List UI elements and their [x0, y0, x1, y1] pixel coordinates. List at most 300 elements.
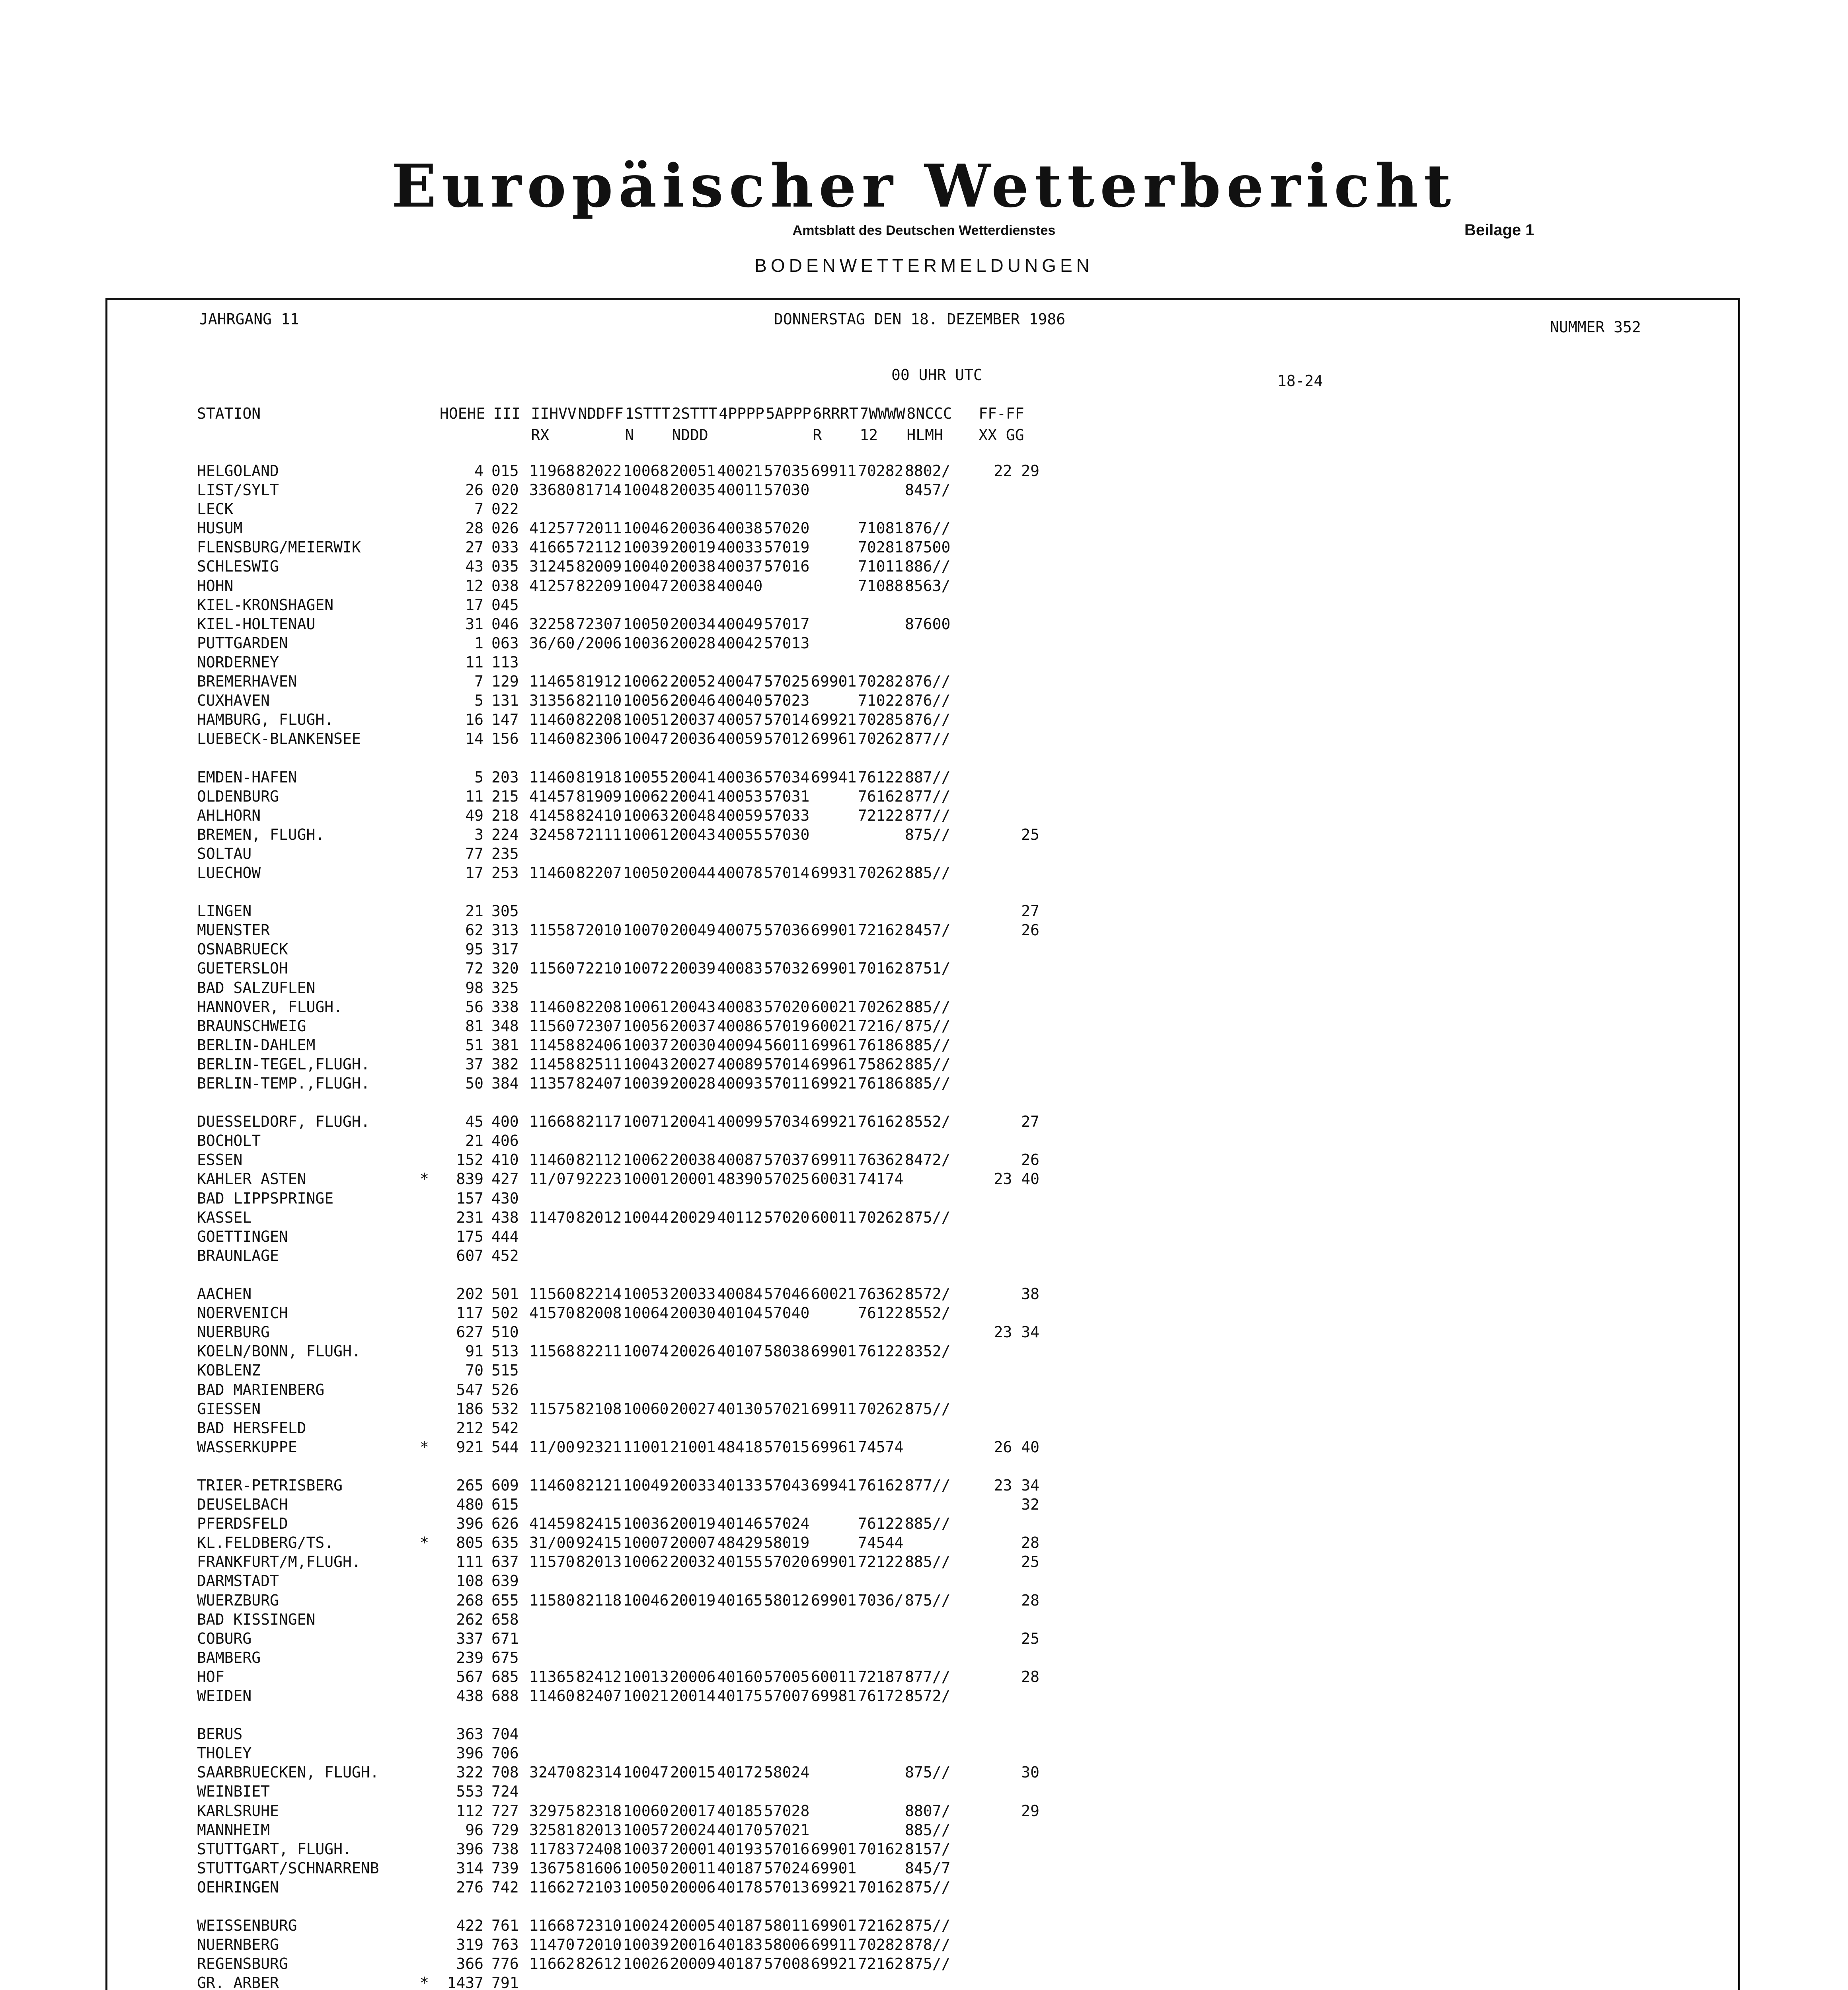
station-c1: 32581 [529, 1821, 575, 1839]
station-c5: 40033 [717, 538, 763, 556]
station-c5: 40059 [717, 806, 763, 824]
station-c6 [764, 1323, 811, 1342]
station-c5: 48429 [717, 1534, 763, 1552]
station-c5: 40155 [717, 1553, 763, 1571]
station-c8: 70162 [858, 1840, 904, 1858]
station-c3: 10021 [623, 1687, 669, 1705]
station-c6: 57020 [764, 998, 810, 1016]
station-c2 [576, 901, 623, 921]
station-name: WEINBIET [197, 1783, 270, 1801]
station-c3: 10062 [623, 673, 669, 691]
station-c6: 57031 [764, 787, 810, 805]
station-c8: 72122 [858, 806, 904, 824]
station-x [952, 576, 1039, 595]
station-iii: 727 [491, 1802, 519, 1820]
station-x [952, 768, 1039, 787]
station-mark [420, 461, 440, 480]
station-row [197, 1036, 1039, 1055]
station-c5 [717, 1189, 764, 1208]
station-c2: 82410 [576, 806, 622, 824]
station-h: 7 [474, 500, 483, 518]
station-c3: 10040 [623, 558, 669, 576]
station-iii: 626 [491, 1515, 519, 1533]
station-name: FLENSBURG/MEIERWIK [197, 538, 361, 556]
station-h: 268 [456, 1591, 483, 1609]
station-mark [420, 634, 440, 653]
station-x: 38 [1021, 1285, 1039, 1303]
station-c8: 76122 [858, 1515, 904, 1533]
station-row [197, 1744, 1039, 1763]
station-c2: 82406 [576, 1036, 622, 1054]
station-c8: 70281 [858, 538, 904, 556]
station-mark [420, 1763, 440, 1782]
station-name: HOF [197, 1668, 224, 1686]
station-mark: * [420, 1534, 429, 1552]
station-c3: 10056 [623, 692, 669, 710]
station-x: 23 40 [994, 1170, 1039, 1188]
station-mark [420, 1878, 440, 1897]
station-c6: 57030 [764, 481, 810, 499]
station-c1: 31/00 [529, 1534, 575, 1552]
station-c4: 20051 [670, 462, 716, 480]
station-c1: 11668 [529, 1113, 575, 1131]
station-x [952, 1935, 1039, 1954]
station-name: BOCHOLT [197, 1132, 261, 1150]
station-mark [420, 1189, 440, 1208]
col-4pppp: 4PPPP [719, 405, 764, 422]
station-mark: * [420, 1438, 429, 1456]
station-x [952, 1725, 1039, 1744]
station-h: 262 [456, 1610, 483, 1628]
station-c6 [764, 844, 811, 863]
station-iii: 147 [491, 711, 519, 729]
station-c6 [764, 1648, 811, 1667]
station-c4: 20043 [670, 998, 716, 1016]
station-name: PUTTGARDEN [197, 634, 288, 652]
station-mark [420, 729, 440, 748]
station-mark [420, 1380, 440, 1399]
station-c1: 11580 [529, 1591, 575, 1609]
station-c3: 10044 [623, 1208, 669, 1226]
station-h: 21 [465, 902, 483, 920]
station-row [197, 978, 1039, 997]
col-8nccc: 8NCCC [906, 405, 952, 422]
station-name: BAD HERSFELD [197, 1419, 306, 1437]
station-iii: 763 [491, 1936, 519, 1954]
station-h: 553 [456, 1783, 483, 1801]
station-c2: 82013 [576, 1553, 622, 1571]
station-name: MANNHEIM [197, 1821, 270, 1839]
station-c3: 11001 [623, 1438, 669, 1456]
station-h: 921 [456, 1438, 483, 1456]
station-c4: 20041 [670, 787, 716, 805]
station-c6: 57033 [764, 806, 810, 824]
station-c8: 74544 [858, 1534, 904, 1552]
col-ff-ff: FF-FF [979, 405, 1024, 422]
station-mark [420, 710, 440, 729]
station-mark [420, 672, 440, 691]
station-c7 [811, 1514, 858, 1533]
station-row [197, 1571, 1039, 1590]
station-h: 27 [465, 538, 483, 556]
station-c8 [858, 1131, 905, 1150]
station-c6 [764, 1629, 811, 1648]
station-row [197, 1380, 1039, 1399]
station-c4 [670, 940, 717, 959]
station-c2: 82314 [576, 1764, 622, 1781]
col-nddff: NDDFF [578, 405, 624, 422]
station-x: 23 34 [994, 1476, 1039, 1494]
station-c7 [811, 1801, 858, 1820]
station-c7: 69911 [811, 1400, 857, 1418]
station-iii: 671 [491, 1629, 519, 1647]
station-c5: 40047 [717, 673, 763, 691]
station-c2: 81918 [576, 768, 622, 786]
station-c2: 82612 [576, 1955, 622, 1973]
station-c6 [764, 1380, 811, 1399]
station-iii: 325 [491, 979, 519, 997]
station-c1: 11460 [529, 998, 575, 1016]
station-mark [420, 538, 440, 557]
station-name: EMDEN-HAFEN [197, 768, 297, 786]
station-x [952, 1189, 1039, 1208]
station-c1: 41457 [529, 787, 575, 805]
station-c8 [858, 978, 905, 997]
station-x: 30 [1021, 1764, 1039, 1781]
station-c4: 20030 [670, 1304, 716, 1322]
station-name: OLDENBURG [197, 787, 279, 805]
station-c9 [905, 901, 952, 921]
station-c5: 40049 [717, 615, 763, 633]
station-c4 [670, 1495, 717, 1514]
station-c2: 82412 [576, 1668, 622, 1686]
station-c4: 20014 [670, 1687, 716, 1705]
station-name: NUERBURG [197, 1323, 270, 1341]
station-c1: 31245 [529, 558, 575, 576]
station-c2 [576, 940, 623, 959]
issue-number: NUMMER 352 [1550, 318, 1641, 336]
station-h: 96 [465, 1821, 483, 1839]
station-h: 5 [474, 768, 483, 786]
station-c3: 10047 [623, 730, 669, 748]
station-c8: 70282 [858, 673, 904, 691]
station-iii: 218 [491, 806, 519, 824]
station-c9: 877// [905, 1668, 951, 1686]
station-name: COBURG [197, 1629, 252, 1647]
station-c8 [858, 1189, 905, 1208]
station-c1: 11460 [529, 864, 575, 882]
station-c7 [811, 691, 858, 710]
station-c1: 41570 [529, 1304, 575, 1322]
station-c5 [717, 1380, 764, 1399]
station-c8: 76186 [858, 1075, 904, 1092]
station-c8: 70262 [858, 864, 904, 882]
station-row [197, 1189, 1039, 1208]
station-c1 [529, 978, 576, 997]
station-c7: 69911 [811, 462, 857, 480]
station-c1 [529, 1323, 576, 1342]
station-c2: 92415 [576, 1534, 622, 1552]
station-c8: 74174 [858, 1170, 904, 1188]
station-c3: 10037 [623, 1840, 669, 1858]
station-c7 [811, 1361, 858, 1380]
station-mark [420, 1648, 440, 1667]
station-c4: 20032 [670, 1553, 716, 1571]
station-c7: 69901 [811, 1342, 857, 1360]
station-row [197, 1763, 1039, 1782]
station-c6: 57021 [764, 1400, 810, 1418]
station-row [197, 1648, 1039, 1667]
station-c7: 60021 [811, 1017, 857, 1035]
station-c7 [811, 940, 858, 959]
station-name: BERUS [197, 1725, 243, 1743]
station-name: LINGEN [197, 902, 252, 920]
station-c1: 11560 [529, 1017, 575, 1035]
station-c5 [717, 499, 764, 519]
station-c9 [905, 1629, 952, 1648]
station-c9: 875// [905, 825, 951, 843]
station-x [952, 1782, 1039, 1801]
station-name: LIST/SYLT [197, 481, 279, 499]
station-row [197, 940, 1039, 959]
station-h: 547 [456, 1381, 483, 1399]
station-c3: 10061 [623, 825, 669, 843]
station-c4 [670, 901, 717, 921]
column-header-row [197, 403, 1041, 424]
station-c2: 82306 [576, 730, 622, 748]
station-c6 [764, 1418, 811, 1438]
station-c1 [529, 1725, 576, 1744]
station-mark [420, 1610, 440, 1629]
station-mark [420, 1782, 440, 1801]
station-mark [420, 1495, 440, 1514]
station-iii: 410 [491, 1151, 519, 1169]
station-c1: 11458 [529, 1036, 575, 1054]
station-h: 112 [456, 1802, 483, 1820]
station-c6: 57017 [764, 615, 810, 633]
station-h: 152 [456, 1151, 483, 1169]
station-name: HOHN [197, 577, 234, 595]
station-c5: 40187 [717, 1955, 763, 1973]
station-c4: 20027 [670, 1055, 716, 1073]
station-c2: 82012 [576, 1208, 622, 1226]
station-c7: 69901 [811, 1840, 857, 1858]
station-c3 [623, 940, 670, 959]
station-mark [420, 1552, 440, 1571]
station-c6: 57008 [764, 1955, 810, 1973]
station-mark [420, 1246, 440, 1265]
station-c1: 11465 [529, 673, 575, 691]
station-row [197, 1055, 1039, 1074]
station-c4: 20041 [670, 1113, 716, 1131]
station-h: 56 [465, 998, 483, 1016]
station-h: 607 [456, 1247, 483, 1264]
station-c8 [858, 1246, 905, 1265]
station-c1 [529, 901, 576, 921]
station-c4: 20041 [670, 768, 716, 786]
station-c2: 92223 [576, 1170, 622, 1188]
station-c3 [623, 499, 670, 519]
station-c3: 10068 [623, 462, 669, 480]
station-c4: 20011 [670, 1859, 716, 1877]
station-iii: 635 [491, 1534, 519, 1552]
station-c5 [717, 653, 764, 672]
station-c7: 69901 [811, 921, 857, 939]
station-c7 [811, 1610, 858, 1629]
station-x [952, 1361, 1039, 1380]
station-c6: 57020 [764, 519, 810, 537]
station-h: 117 [456, 1304, 483, 1322]
station-name: BERLIN-DAHLEM [197, 1036, 316, 1054]
station-x [952, 787, 1039, 806]
station-c4 [670, 1973, 717, 1990]
station-h: 480 [456, 1496, 483, 1514]
station-c7 [811, 1418, 858, 1438]
station-c8: 7036/ [858, 1591, 904, 1609]
station-h: 50 [465, 1075, 483, 1092]
column-header [197, 403, 1041, 446]
station-c9: 877// [905, 1476, 951, 1494]
station-h: 45 [465, 1113, 483, 1131]
station-row [197, 1629, 1039, 1648]
station-c4: 20049 [670, 921, 716, 939]
station-c8 [858, 1495, 905, 1514]
station-c4: 20029 [670, 1208, 716, 1226]
station-iii: 317 [491, 940, 519, 958]
station-c2: 82117 [576, 1113, 622, 1131]
station-iii: 729 [491, 1821, 519, 1839]
station-x [952, 729, 1039, 748]
station-x [952, 1610, 1039, 1629]
station-c9 [905, 1610, 952, 1629]
station-c5: 40042 [717, 634, 763, 652]
station-c9: 877// [905, 787, 951, 805]
station-c3: 10072 [623, 960, 669, 977]
station-c2 [576, 1725, 623, 1744]
station-x [952, 691, 1039, 710]
station-c9: 885// [905, 1553, 951, 1571]
station-c8 [858, 634, 905, 653]
station-c1: 11662 [529, 1955, 575, 1973]
station-row [197, 1418, 1039, 1438]
station-h: 627 [456, 1323, 483, 1341]
station-c9: 8572/ [905, 1285, 951, 1303]
station-c9 [905, 1533, 952, 1552]
station-c9: 8807/ [905, 1802, 951, 1820]
station-c3 [623, 1227, 670, 1246]
station-c7 [811, 1380, 858, 1399]
station-row [197, 1016, 1039, 1036]
station-mark [420, 1820, 440, 1840]
station-c4: 20001 [670, 1840, 716, 1858]
station-c2 [576, 978, 623, 997]
station-c3 [623, 1323, 670, 1342]
station-c3: 10064 [623, 1304, 669, 1322]
station-c9: 8552/ [905, 1113, 951, 1131]
station-c5: 40086 [717, 1017, 763, 1035]
station-x [952, 1840, 1039, 1859]
station-name: BAD MARIENBERG [197, 1381, 325, 1399]
station-iii: 156 [491, 730, 519, 748]
station-c8: 71081 [858, 519, 904, 537]
station-c1 [529, 1495, 576, 1514]
station-name: OEHRINGEN [197, 1878, 279, 1896]
station-c6: 57005 [764, 1668, 810, 1686]
station-rows [197, 461, 1039, 1990]
station-c6: 57043 [764, 1476, 810, 1494]
station-c3: 10071 [623, 1113, 669, 1131]
col-station: STATION [197, 405, 261, 422]
station-c8 [858, 615, 905, 634]
station-c1: 41665 [529, 538, 575, 556]
station-iii: 675 [491, 1649, 519, 1666]
station-mark [420, 806, 440, 825]
station-name: DARMSTADT [197, 1572, 279, 1590]
station-c1 [529, 1131, 576, 1150]
station-c7 [811, 615, 858, 634]
station-c3 [623, 1973, 670, 1990]
station-c4: 20037 [670, 1017, 716, 1035]
station-c6: 57012 [764, 730, 810, 748]
station-c8: 70262 [858, 730, 904, 748]
station-mark [420, 1725, 440, 1744]
station-name: LUECHOW [197, 864, 261, 882]
station-c9: 8751/ [905, 960, 951, 977]
station-c7: 69901 [811, 1917, 857, 1935]
station-row [197, 1935, 1039, 1954]
station-name: BRAUNLAGE [197, 1247, 279, 1264]
station-row [197, 1208, 1039, 1227]
station-mark [420, 1629, 440, 1648]
station-c8 [858, 1801, 905, 1820]
station-x [952, 1380, 1039, 1399]
station-h: 363 [456, 1725, 483, 1743]
station-mark: * [420, 1974, 429, 1990]
station-mark: * [420, 1170, 429, 1188]
station-c1: 33680 [529, 481, 575, 499]
station-c1 [529, 1246, 576, 1265]
station-c7: 69921 [811, 1955, 857, 1973]
station-name: KAHLER ASTEN [197, 1170, 306, 1188]
station-c1 [529, 1973, 576, 1990]
station-c5 [717, 1725, 764, 1744]
station-c6: 57014 [764, 711, 810, 729]
station-mark [420, 997, 440, 1016]
station-c2: 82108 [576, 1400, 622, 1418]
station-c9: 87600 [905, 615, 951, 633]
station-c2: 81909 [576, 787, 622, 805]
station-c3 [623, 1782, 670, 1801]
publisher-subtitle: Amtsblatt des Deutschen Wetterdienstes [792, 223, 1056, 238]
station-c5: 40178 [717, 1878, 763, 1896]
station-x [952, 1399, 1039, 1418]
station-h: 16 [465, 711, 483, 729]
station-h: 17 [465, 864, 483, 882]
station-c9: 8572/ [905, 1687, 951, 1705]
station-c9 [905, 1246, 952, 1265]
station-c8: 76162 [858, 1476, 904, 1494]
station-name: NUERNBERG [197, 1936, 279, 1954]
station-iii: 384 [491, 1075, 519, 1092]
station-c8: 76162 [858, 1113, 904, 1131]
station-x [952, 1648, 1039, 1667]
station-mark [420, 863, 440, 882]
station-iii: 708 [491, 1764, 519, 1781]
station-row [197, 710, 1039, 729]
station-iii: 033 [491, 538, 519, 556]
station-c9: 8352/ [905, 1342, 951, 1360]
station-mark [420, 1055, 440, 1074]
